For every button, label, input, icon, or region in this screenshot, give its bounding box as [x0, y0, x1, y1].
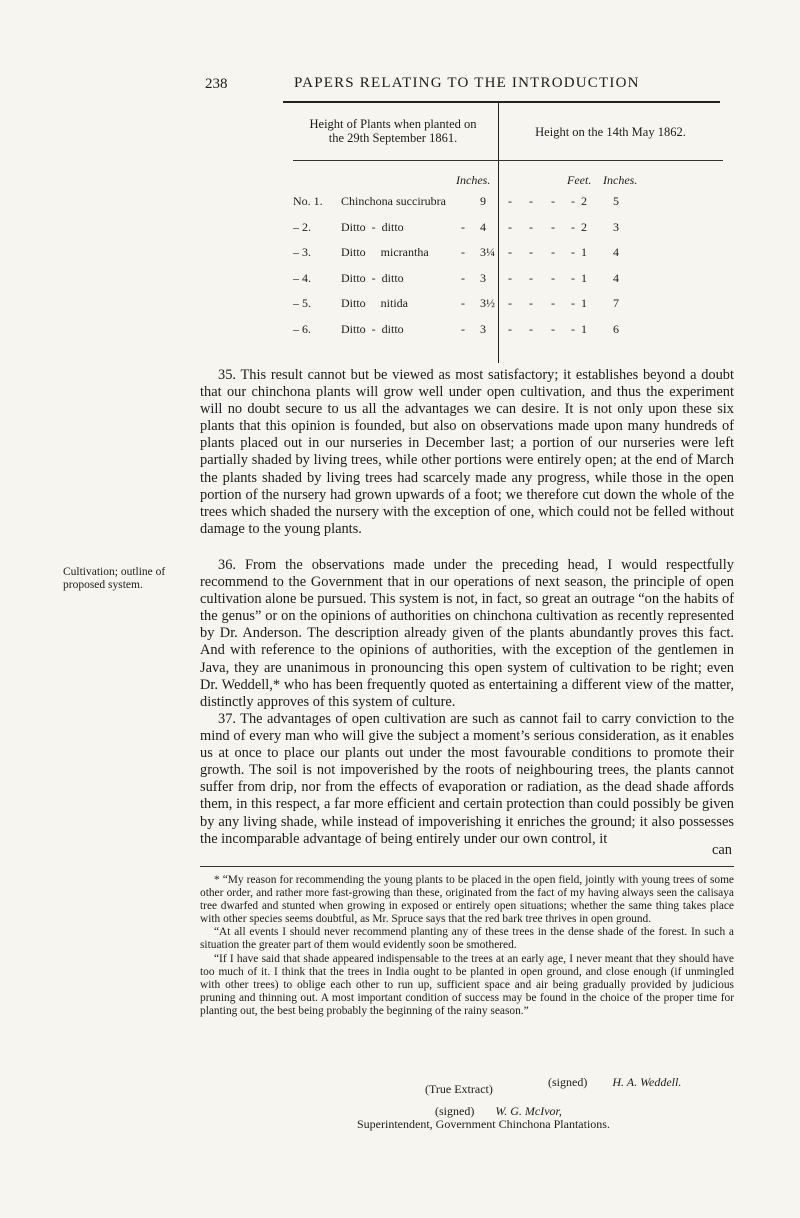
leader-dash: -	[508, 194, 512, 208]
measured-feet: 1	[581, 321, 587, 336]
measured-inches: 6	[613, 321, 619, 336]
row-number: – 3.	[293, 245, 311, 259]
true-extract: (True Extract)	[425, 1082, 493, 1096]
leader-dash: -	[551, 219, 555, 234]
leader-dash: -	[529, 219, 533, 234]
table-row	[283, 245, 720, 261]
footnote-rule	[200, 866, 734, 867]
leader-dash: -	[461, 296, 465, 310]
leader-dash: -	[508, 270, 512, 285]
units-feet: Feet.	[567, 173, 592, 187]
leader-dash: -	[571, 321, 575, 336]
plant-name: Chinchona succirubra	[341, 194, 446, 208]
table-row	[283, 271, 720, 287]
leader-dash: -	[529, 245, 533, 259]
leader-dash: -	[571, 245, 575, 259]
footnote-text: * “My reason for recommending the young plants to be placed in the open field, jointly with young trees of some other order, and rather more fast-growing than these, originated from the fact of my having always seen the calisaya tree dwarfed and stunted when growing in exposed or entirely open situations; whether the same thing takes place with other species seems doubtful, as Mr. Spruce says that the red bark tree thrives in open ground.	[200, 874, 734, 926]
row-number: No. 1.	[293, 194, 323, 208]
plant-name: Ditto micrantha	[341, 245, 429, 259]
leader-dash: -	[461, 270, 465, 285]
planted-inches: 3½	[480, 296, 495, 310]
paragraph-36	[200, 557, 734, 711]
signed-label: (signed)	[435, 1104, 475, 1118]
measured-feet: 1	[581, 270, 587, 285]
leader-dash: -	[571, 296, 575, 310]
leader-dash: -	[508, 321, 512, 336]
table-row	[283, 322, 720, 338]
table-row	[283, 194, 720, 210]
row-number: – 2.	[293, 219, 311, 234]
margin-note: Cultivation; outline of proposed system.	[63, 566, 166, 591]
leader-dash: -	[508, 296, 512, 310]
measured-inches: 4	[613, 270, 619, 285]
height-table	[283, 103, 720, 373]
leader-dash: -	[529, 194, 533, 208]
measured-feet: 2	[581, 219, 587, 234]
measured-feet: 1	[581, 245, 587, 259]
leader-dash: -	[529, 270, 533, 285]
signature-name: W. G. McIvor,	[495, 1104, 562, 1118]
paragraph-35	[200, 367, 734, 538]
page-number: 238	[205, 76, 228, 92]
paragraph-37	[200, 711, 734, 848]
leader-dash: -	[571, 219, 575, 234]
plant-name: Ditto - ditto	[341, 321, 404, 336]
planted-inches: 3	[480, 321, 486, 336]
measured-inches: 5	[613, 194, 619, 208]
units-inches-right: Inches.	[603, 173, 638, 187]
signature-weddell	[548, 1075, 681, 1090]
measured-feet: 2	[581, 194, 587, 208]
row-number: – 4.	[293, 270, 311, 285]
planted-inches: 3¼	[480, 245, 495, 259]
row-number: – 5.	[293, 296, 311, 310]
signature-title: Superintendent, Government Chinchona Plantations.	[357, 1117, 610, 1131]
leader-dash: -	[551, 270, 555, 285]
table-row	[283, 296, 720, 312]
signed-label: (signed)	[548, 1075, 588, 1089]
table-header-measured: Height on the 14th May 1862.	[535, 125, 686, 139]
row-number: – 6.	[293, 321, 311, 336]
plant-name: Ditto - ditto	[341, 219, 404, 234]
footnote-text: “At all events I should never recommend planting any of these trees in the dense shade of the forest. In such a situation the greater part of them would evidently soon be smothered.	[200, 926, 734, 952]
footnote-text: “If I have said that shade appeared indispensable to the trees at an early age, I never meant that they should have too much of it. I think that the trees in India ought to be planted in open ground, and close enough (if unmingled with other trees) to oblige each other to run up, sufficient space and air being gradually provided by judicious pruning and thinning out. A most important condition of success may be found in the choice of the proper time for planting out, the best being probably the beginning of the rainy season.”	[200, 952, 734, 1017]
table-row	[283, 220, 720, 236]
table-header-line: Height of Plants when planted on	[309, 117, 477, 131]
leader-dash: -	[461, 321, 465, 336]
planted-inches: 9	[480, 194, 486, 208]
signature-name: H. A. Weddell.	[612, 1075, 682, 1089]
leader-dash: -	[461, 245, 465, 259]
leader-dash: -	[461, 219, 465, 234]
plant-name: Ditto - ditto	[341, 270, 404, 285]
paragraph-text: 35. This result cannot but be viewed as most satisfactory; it establishes beyond a doubt that our chinchona plants will grow well under open cultivation, and thus the experiment will no doubt secure to us all the advantages we can desire. It is not only upon these six plants that this opinion is founded, but also on observations made upon many hundreds of plants placed out in our nurseries in December last; a portion of our nurseries were left partially shaded by living trees, while other portions were entirely open; at the end of March the plants shaded by living trees had scarcely made any progress, while those in the open portion of the nursery had grown upwards of a foot; we therefore cut down the whole of the trees which shaded the nursery with the exception of one, which could not be felled without damage to the young plants.	[200, 367, 734, 537]
table-header-planted	[293, 117, 493, 145]
leader-dash: -	[529, 296, 533, 310]
running-head: PAPERS RELATING TO THE INTRODUCTION	[294, 75, 640, 91]
leader-dash: -	[551, 296, 555, 310]
measured-inches: 3	[613, 219, 619, 234]
leader-dash: -	[508, 245, 512, 259]
plant-name: Ditto nitida	[341, 296, 408, 310]
leader-dash: -	[551, 194, 555, 208]
paragraph-text: 36. From the observations made under the preceding head, I would respectfully recommend to the Government that in our operations of next season, the principle of open cultivation alone be pursued. This system is not, in fact, so great an outrage “on the habits of the genus” or on the opinions of authorities on chinchona cultivation as recently represented by Dr. Anderson. The description already given of the plants abundantly proves this fact. And with reference to the opinions of authorities, with the exception of the gentlemen in Java, they are unanimous in pronouncing this open system of cultivation to be right; even Dr. Weddell,* who has been frequently quoted as entertaining a different view of the matter, distinctly approves of this system of culture.	[200, 557, 734, 710]
leader-dash: -	[551, 245, 555, 259]
leader-dash: -	[571, 194, 575, 208]
measured-inches: 4	[613, 245, 619, 259]
planted-inches: 3	[480, 270, 486, 285]
measured-inches: 7	[613, 296, 619, 310]
measured-feet: 1	[581, 296, 587, 310]
units-inches: Inches.	[456, 173, 491, 187]
table-header-rule	[293, 160, 723, 161]
table-header-line: the 29th September 1861.	[328, 131, 458, 145]
leader-dash: -	[529, 321, 533, 336]
catchword: can	[712, 842, 732, 858]
planted-inches: 4	[480, 219, 486, 234]
footnotes	[200, 874, 734, 1018]
leader-dash: -	[571, 270, 575, 285]
paragraph-text: 37. The advantages of open cultivation are such as cannot fail to carry conviction to the mind of every man who will give the subject a moment’s serious consideration, as it enables us at once to place our plants out under the most favourable conditions to promote their growth. The soil is not impoverished by the roots of neighbouring trees, the plants cannot suffer from drip, nor from the effects of evaporation or radiation, as the dead shade affords them, in this respect, a far more efficient and certain protection than could possibly be given by any living shade, while instead of impoverishing it enriches the ground; it also possesses the incomparable advantage of being entirely under our own control, it	[200, 711, 734, 847]
leader-dash: -	[551, 321, 555, 336]
leader-dash: -	[508, 219, 512, 234]
